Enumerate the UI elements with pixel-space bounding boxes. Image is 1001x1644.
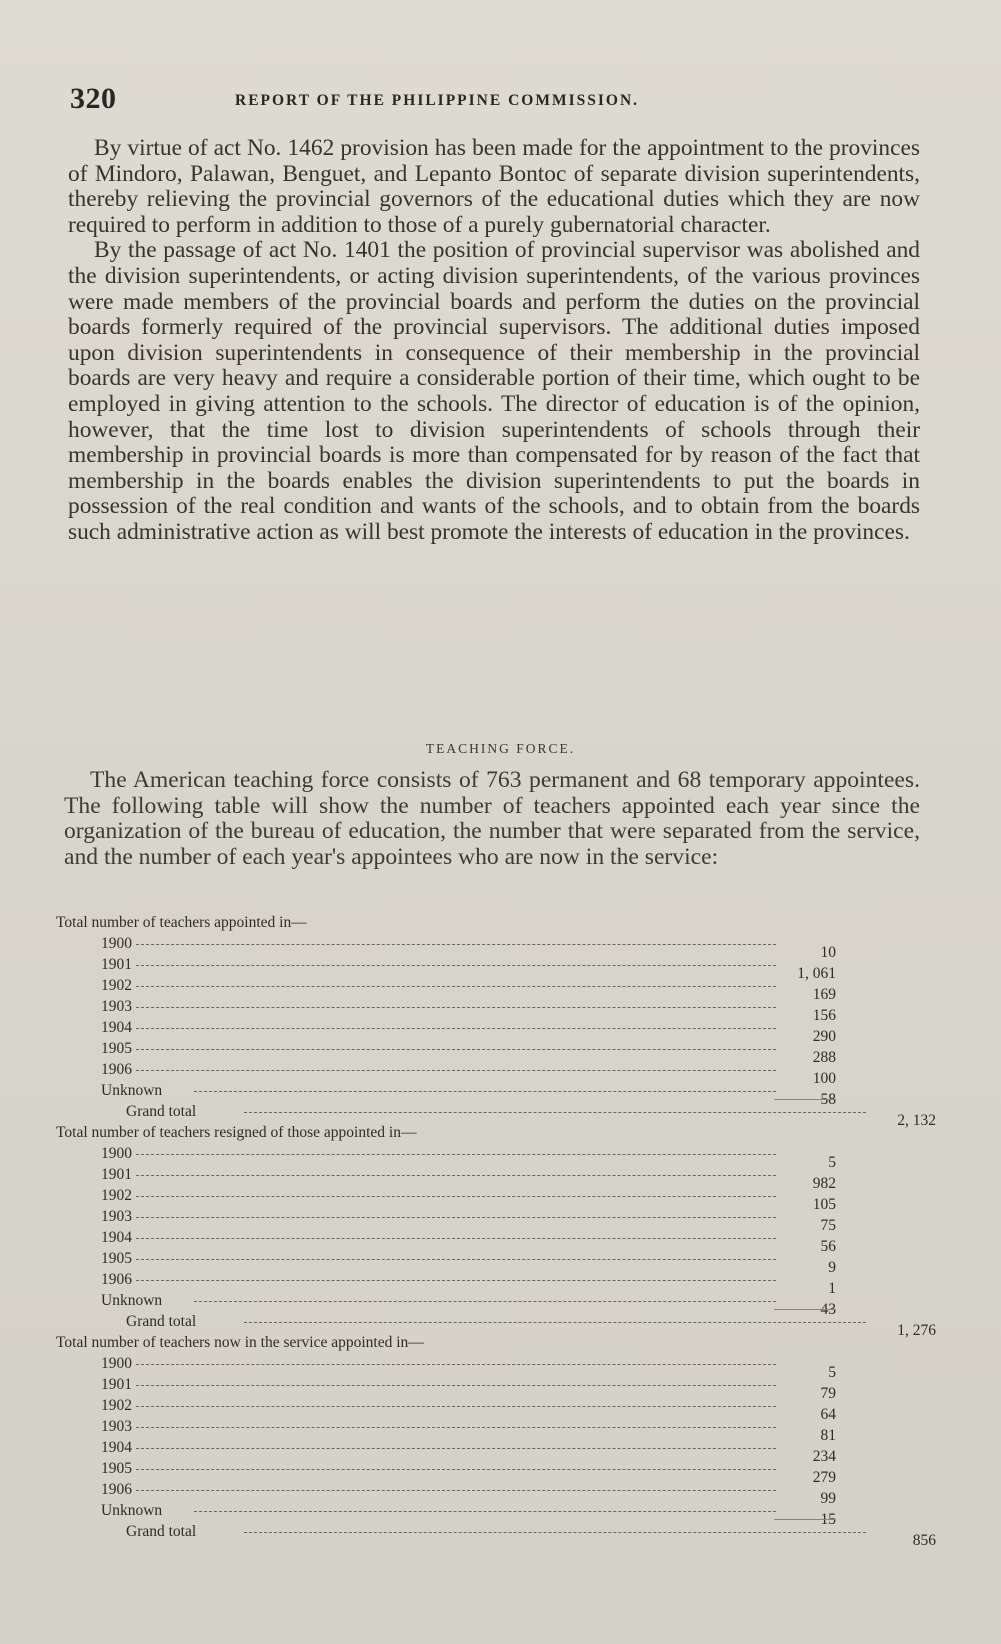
table-row: [56, 1479, 936, 1507]
dot-leader: [136, 1028, 776, 1029]
table-row: [56, 1038, 936, 1066]
dot-leader: [136, 1070, 776, 1071]
total-value: 1, 276: [897, 1322, 936, 1339]
table-row: [56, 1164, 936, 1192]
row-label: Unknown: [101, 1502, 163, 1519]
table-row: [56, 1185, 936, 1213]
dot-leader: [244, 1532, 866, 1533]
group-title: Total number of teachers now in the service appointed in—: [56, 1334, 424, 1351]
row-value: 290: [812, 1028, 836, 1045]
table-row: [56, 933, 936, 961]
row-value: 43: [820, 1301, 836, 1318]
dot-leader: [194, 1511, 776, 1512]
grand-total-row: [56, 1311, 936, 1339]
grand-total-row: [56, 1101, 936, 1129]
row-value: 1, 061: [797, 965, 836, 982]
paragraph: By virtue of act No. 1462 provision has been made for the appointment to the provinces of Mindoro, Palawan, Benguet, and Lepanto Bontoc of separate division superintendents, thereby relieving the provincial governors of the educational duties which they are now required to perform in addition to those of a purely gubernatorial character.: [68, 135, 920, 238]
running-head: REPORT OF THE PHILIPPINE COMMISSION.: [235, 92, 640, 109]
paragraph: By the passage of act No. 1401 the position of provincial supervisor was abolished and the division superintendents, or acting division superintendents, of the various provinces were made members of the provincial boards and perform the duties on the provincial boards formerly required of the provincial supervisors. The additional duties imposed upon division superintendents in consequence of their membership in the provincial boards are very heavy and require a considerable portion of their time, which ought to be employed in giving attention to the schools. The director of education is of the opinion, however, that the time lost to division superintendents of schools through their membership in provincial boards is more than compensated for by reason of the fact that membership in the boards enables the division superintendents to put the boards in possession of the real condition and wants of the schools, and to obtain from the boards such administrative action as will best promote the interests of education in the provinces.: [68, 237, 920, 545]
table-row: [56, 1017, 936, 1045]
row-value: 982: [812, 1175, 836, 1192]
table-row: [56, 954, 936, 982]
dot-leader: [136, 944, 776, 945]
table-row: [56, 1437, 936, 1465]
dot-leader: [136, 1196, 776, 1197]
row-value: 10: [820, 944, 836, 961]
row-label: 1904: [101, 1229, 132, 1246]
row-label: 1901: [101, 1166, 132, 1183]
row-value: 5: [828, 1364, 836, 1381]
dot-leader: [136, 1238, 776, 1239]
dot-leader: [136, 1217, 776, 1218]
row-value: 79: [820, 1385, 836, 1402]
dot-leader: [136, 1280, 776, 1281]
dot-leader: [136, 1490, 776, 1491]
dot-leader: [136, 1406, 776, 1407]
row-label: Unknown: [101, 1082, 163, 1099]
dot-leader: [136, 1448, 776, 1449]
dot-leader: [136, 1007, 776, 1008]
total-label: Grand total: [126, 1103, 197, 1120]
row-label: 1906: [101, 1481, 132, 1498]
row-value: 288: [812, 1049, 836, 1066]
dot-leader: [136, 1154, 776, 1155]
row-value: 234: [812, 1448, 836, 1465]
dot-leader: [136, 1259, 776, 1260]
dot-leader: [194, 1301, 776, 1302]
sum-rule: [774, 1519, 836, 1520]
row-label: 1902: [101, 1397, 132, 1414]
row-value: 9: [828, 1259, 836, 1276]
group-title: Total number of teachers appointed in—: [56, 914, 307, 931]
row-label: 1901: [101, 1376, 132, 1393]
row-value: 156: [812, 1007, 836, 1024]
dot-leader: [136, 1364, 776, 1365]
row-label: 1900: [101, 935, 132, 952]
row-value: 5: [828, 1154, 836, 1171]
page-number: 320: [70, 82, 117, 115]
table-row: [56, 1080, 936, 1108]
table-row: [56, 1395, 936, 1423]
table-row: [56, 1353, 936, 1381]
teacher-statistics-table: [56, 912, 936, 1549]
row-label: 1904: [101, 1439, 132, 1456]
table-group-in-service: [56, 1332, 936, 1549]
table-row: [56, 1500, 936, 1528]
row-value: 100: [812, 1070, 836, 1087]
row-value: 1: [828, 1280, 836, 1297]
table-row: [56, 1416, 936, 1444]
row-label: 1906: [101, 1061, 132, 1078]
table-row: [56, 1248, 936, 1276]
row-label: 1902: [101, 977, 132, 994]
table-row: [56, 975, 936, 1003]
row-label: 1901: [101, 956, 132, 973]
row-label: 1900: [101, 1145, 132, 1162]
dot-leader: [136, 1175, 776, 1176]
row-value: 58: [820, 1091, 836, 1108]
total-label: Grand total: [126, 1523, 197, 1540]
dot-leader: [136, 1049, 776, 1050]
row-label: 1900: [101, 1355, 132, 1372]
row-value: 169: [812, 986, 836, 1003]
sum-rule: [774, 1309, 836, 1310]
row-value: 56: [820, 1238, 836, 1255]
table-row: [56, 1290, 936, 1318]
dot-leader: [136, 965, 776, 966]
row-value: 75: [820, 1217, 836, 1234]
row-value: 105: [812, 1196, 836, 1213]
row-label: 1902: [101, 1187, 132, 1204]
row-label: 1905: [101, 1250, 132, 1267]
row-label: 1903: [101, 1208, 132, 1225]
body-text: [68, 136, 920, 546]
group-title: Total number of teachers resigned of those appointed in—: [56, 1124, 417, 1141]
total-value: 2, 132: [897, 1112, 936, 1129]
dot-leader: [244, 1112, 866, 1113]
dot-leader: [136, 986, 776, 987]
total-value: 856: [912, 1532, 936, 1549]
row-value: 15: [820, 1511, 836, 1528]
row-label: 1903: [101, 998, 132, 1015]
row-value: 64: [820, 1406, 836, 1423]
table-row: [56, 1143, 936, 1171]
dot-leader: [136, 1469, 776, 1470]
row-label: 1903: [101, 1418, 132, 1435]
table-row: [56, 1374, 936, 1402]
row-value: 279: [812, 1469, 836, 1486]
table-group-resigned: [56, 1122, 936, 1339]
row-label: 1904: [101, 1019, 132, 1036]
row-label: 1905: [101, 1460, 132, 1477]
table-row: [56, 1206, 936, 1234]
table-row: [56, 1059, 936, 1087]
paragraph: The American teaching force consists of 763 permanent and 68 temporary appointees. The following table will show the number of teachers appointed each year since the organization of the bureau of education, the number that were separated from the service, and the number of each year's appointees who are now in the service:: [64, 767, 920, 870]
table-row: [56, 996, 936, 1024]
section-heading: TEACHING FORCE.: [425, 741, 576, 756]
dot-leader: [244, 1322, 866, 1323]
total-label: Grand total: [126, 1313, 197, 1330]
row-label: 1905: [101, 1040, 132, 1057]
dot-leader: [194, 1091, 776, 1092]
sum-rule: [774, 1099, 836, 1100]
grand-total-row: [56, 1521, 936, 1549]
dot-leader: [136, 1385, 776, 1386]
table-row: [56, 1269, 936, 1297]
row-value: 99: [820, 1490, 836, 1507]
row-label: Unknown: [101, 1292, 163, 1309]
table-group-appointed: [56, 912, 936, 1129]
table-row: [56, 1227, 936, 1255]
intro-text: [64, 768, 920, 870]
dot-leader: [136, 1427, 776, 1428]
table-row: [56, 1458, 936, 1486]
page-header: [70, 82, 890, 122]
row-label: 1906: [101, 1271, 132, 1288]
row-value: 81: [820, 1427, 836, 1444]
